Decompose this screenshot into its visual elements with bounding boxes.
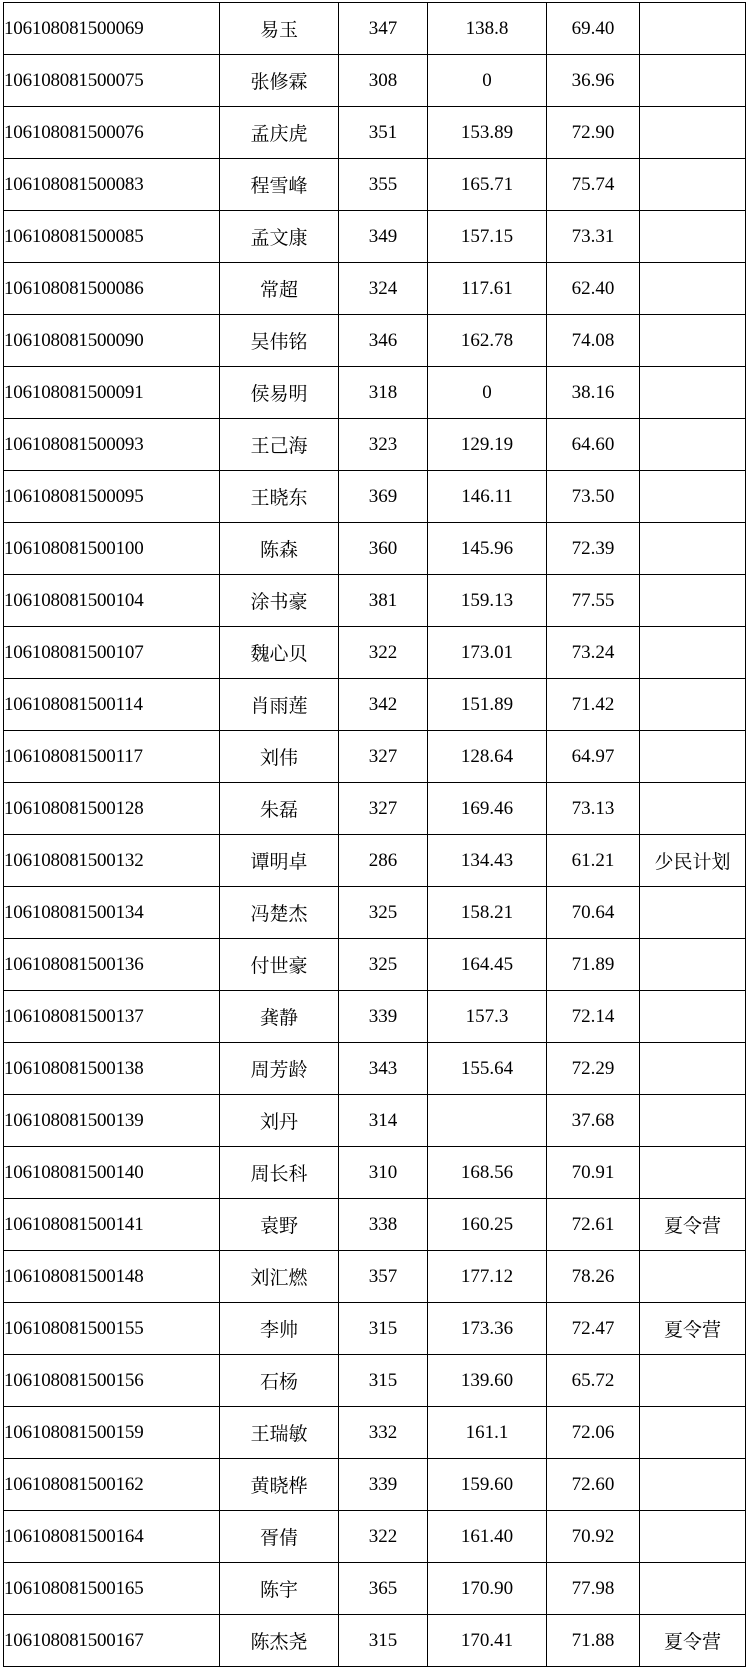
cell-exam-id: 106108081500138 <box>4 1043 220 1095</box>
cell-exam-id: 106108081500148 <box>4 1251 220 1303</box>
table-row <box>4 679 746 731</box>
cell-converted-score: 64.97 <box>547 731 640 783</box>
table-row <box>4 575 746 627</box>
cell-total-score: 365 <box>339 1563 428 1615</box>
cell-note <box>640 1511 746 1563</box>
cell-note <box>640 783 746 835</box>
table-row <box>4 55 746 107</box>
cell-name: 石杨 <box>220 1355 339 1407</box>
cell-converted-score: 72.61 <box>547 1199 640 1251</box>
table-row <box>4 887 746 939</box>
table-row <box>4 1251 746 1303</box>
cell-note <box>640 211 746 263</box>
cell-subject-score: 169.46 <box>428 783 547 835</box>
cell-exam-id: 106108081500162 <box>4 1459 220 1511</box>
cell-converted-score: 65.72 <box>547 1355 640 1407</box>
table-row <box>4 1563 746 1615</box>
cell-exam-id: 106108081500086 <box>4 263 220 315</box>
table-row <box>4 263 746 315</box>
cell-exam-id: 106108081500107 <box>4 627 220 679</box>
cell-note <box>640 1043 746 1095</box>
cell-converted-score: 71.42 <box>547 679 640 731</box>
cell-total-score: 314 <box>339 1095 428 1147</box>
cell-subject-score <box>428 1095 547 1147</box>
cell-total-score: 323 <box>339 419 428 471</box>
cell-note <box>640 731 746 783</box>
cell-name: 陈森 <box>220 523 339 575</box>
cell-subject-score: 168.56 <box>428 1147 547 1199</box>
table-row <box>4 1043 746 1095</box>
cell-total-score: 346 <box>339 315 428 367</box>
cell-name: 周长科 <box>220 1147 339 1199</box>
cell-note <box>640 1459 746 1511</box>
cell-exam-id: 106108081500167 <box>4 1615 220 1667</box>
cell-note <box>640 367 746 419</box>
cell-subject-score: 161.40 <box>428 1511 547 1563</box>
cell-total-score: 360 <box>339 523 428 575</box>
cell-exam-id: 106108081500069 <box>4 3 220 55</box>
cell-name: 侯易明 <box>220 367 339 419</box>
cell-subject-score: 145.96 <box>428 523 547 575</box>
cell-subject-score: 0 <box>428 55 547 107</box>
cell-note <box>640 3 746 55</box>
cell-subject-score: 173.36 <box>428 1303 547 1355</box>
cell-name: 王瑞敏 <box>220 1407 339 1459</box>
table-row <box>4 419 746 471</box>
cell-converted-score: 74.08 <box>547 315 640 367</box>
cell-converted-score: 70.92 <box>547 1511 640 1563</box>
cell-subject-score: 164.45 <box>428 939 547 991</box>
cell-name: 刘汇燃 <box>220 1251 339 1303</box>
cell-name: 龚静 <box>220 991 339 1043</box>
cell-note <box>640 1563 746 1615</box>
cell-subject-score: 146.11 <box>428 471 547 523</box>
cell-note <box>640 1095 746 1147</box>
cell-exam-id: 106108081500132 <box>4 835 220 887</box>
cell-subject-score: 139.60 <box>428 1355 547 1407</box>
cell-exam-id: 106108081500075 <box>4 55 220 107</box>
cell-subject-score: 138.8 <box>428 3 547 55</box>
cell-subject-score: 170.90 <box>428 1563 547 1615</box>
cell-converted-score: 72.60 <box>547 1459 640 1511</box>
cell-subject-score: 129.19 <box>428 419 547 471</box>
table-row <box>4 211 746 263</box>
cell-subject-score: 134.43 <box>428 835 547 887</box>
cell-converted-score: 73.13 <box>547 783 640 835</box>
cell-total-score: 339 <box>339 991 428 1043</box>
cell-converted-score: 72.39 <box>547 523 640 575</box>
cell-total-score: 318 <box>339 367 428 419</box>
cell-note <box>640 55 746 107</box>
cell-subject-score: 160.25 <box>428 1199 547 1251</box>
cell-name: 朱磊 <box>220 783 339 835</box>
cell-name: 吴伟铭 <box>220 315 339 367</box>
cell-subject-score: 173.01 <box>428 627 547 679</box>
cell-exam-id: 106108081500095 <box>4 471 220 523</box>
cell-note <box>640 107 746 159</box>
cell-exam-id: 106108081500139 <box>4 1095 220 1147</box>
cell-subject-score: 155.64 <box>428 1043 547 1095</box>
cell-exam-id: 106108081500085 <box>4 211 220 263</box>
cell-subject-score: 165.71 <box>428 159 547 211</box>
cell-subject-score: 128.64 <box>428 731 547 783</box>
cell-converted-score: 73.50 <box>547 471 640 523</box>
cell-converted-score: 36.96 <box>547 55 640 107</box>
table-row <box>4 1095 746 1147</box>
cell-exam-id: 106108081500137 <box>4 991 220 1043</box>
cell-converted-score: 62.40 <box>547 263 640 315</box>
cell-converted-score: 75.74 <box>547 159 640 211</box>
table-row <box>4 471 746 523</box>
cell-exam-id: 106108081500164 <box>4 1511 220 1563</box>
cell-note <box>640 887 746 939</box>
cell-converted-score: 70.91 <box>547 1147 640 1199</box>
table-row <box>4 1355 746 1407</box>
table-row <box>4 1407 746 1459</box>
cell-total-score: 381 <box>339 575 428 627</box>
cell-converted-score: 37.68 <box>547 1095 640 1147</box>
cell-note: 夏令营 <box>640 1615 746 1667</box>
table-row <box>4 627 746 679</box>
cell-note <box>640 523 746 575</box>
cell-subject-score: 158.21 <box>428 887 547 939</box>
table-row <box>4 783 746 835</box>
table-row <box>4 107 746 159</box>
cell-name: 易玉 <box>220 3 339 55</box>
cell-exam-id: 106108081500104 <box>4 575 220 627</box>
cell-exam-id: 106108081500114 <box>4 679 220 731</box>
cell-note <box>640 1147 746 1199</box>
cell-note <box>640 1355 746 1407</box>
cell-total-score: 325 <box>339 887 428 939</box>
cell-exam-id: 106108081500093 <box>4 419 220 471</box>
table-row <box>4 991 746 1043</box>
cell-name: 刘伟 <box>220 731 339 783</box>
score-table <box>3 2 746 1667</box>
cell-total-score: 308 <box>339 55 428 107</box>
cell-name: 胥倩 <box>220 1511 339 1563</box>
cell-total-score: 369 <box>339 471 428 523</box>
cell-total-score: 351 <box>339 107 428 159</box>
cell-subject-score: 161.1 <box>428 1407 547 1459</box>
cell-total-score: 327 <box>339 783 428 835</box>
cell-note: 夏令营 <box>640 1199 746 1251</box>
cell-note <box>640 471 746 523</box>
cell-subject-score: 157.3 <box>428 991 547 1043</box>
table-row <box>4 523 746 575</box>
cell-name: 王晓东 <box>220 471 339 523</box>
cell-converted-score: 77.55 <box>547 575 640 627</box>
cell-name: 王己海 <box>220 419 339 471</box>
cell-note <box>640 1407 746 1459</box>
cell-exam-id: 106108081500100 <box>4 523 220 575</box>
cell-note <box>640 1251 746 1303</box>
cell-name: 肖雨莲 <box>220 679 339 731</box>
cell-total-score: 347 <box>339 3 428 55</box>
cell-exam-id: 106108081500155 <box>4 1303 220 1355</box>
table-row <box>4 315 746 367</box>
cell-total-score: 322 <box>339 627 428 679</box>
cell-note <box>640 315 746 367</box>
cell-converted-score: 71.89 <box>547 939 640 991</box>
cell-total-score: 322 <box>339 1511 428 1563</box>
cell-name: 谭明卓 <box>220 835 339 887</box>
cell-exam-id: 106108081500136 <box>4 939 220 991</box>
cell-converted-score: 72.47 <box>547 1303 640 1355</box>
cell-converted-score: 72.90 <box>547 107 640 159</box>
cell-converted-score: 61.21 <box>547 835 640 887</box>
cell-name: 涂书豪 <box>220 575 339 627</box>
cell-converted-score: 71.88 <box>547 1615 640 1667</box>
cell-total-score: 324 <box>339 263 428 315</box>
cell-name: 孟庆虎 <box>220 107 339 159</box>
cell-name: 常超 <box>220 263 339 315</box>
cell-note: 少民计划 <box>640 835 746 887</box>
cell-exam-id: 106108081500091 <box>4 367 220 419</box>
cell-subject-score: 151.89 <box>428 679 547 731</box>
cell-note: 夏令营 <box>640 1303 746 1355</box>
cell-note <box>640 159 746 211</box>
table-row <box>4 1615 746 1667</box>
table-row <box>4 1459 746 1511</box>
cell-subject-score: 162.78 <box>428 315 547 367</box>
cell-name: 陈宇 <box>220 1563 339 1615</box>
cell-exam-id: 106108081500090 <box>4 315 220 367</box>
cell-subject-score: 159.13 <box>428 575 547 627</box>
cell-note <box>640 991 746 1043</box>
cell-total-score: 339 <box>339 1459 428 1511</box>
cell-converted-score: 38.16 <box>547 367 640 419</box>
cell-note <box>640 627 746 679</box>
cell-converted-score: 73.24 <box>547 627 640 679</box>
table-row <box>4 367 746 419</box>
cell-subject-score: 157.15 <box>428 211 547 263</box>
cell-exam-id: 106108081500140 <box>4 1147 220 1199</box>
cell-exam-id: 106108081500159 <box>4 1407 220 1459</box>
table-row <box>4 1147 746 1199</box>
cell-exam-id: 106108081500128 <box>4 783 220 835</box>
cell-converted-score: 72.06 <box>547 1407 640 1459</box>
cell-total-score: 327 <box>339 731 428 783</box>
cell-total-score: 357 <box>339 1251 428 1303</box>
cell-total-score: 315 <box>339 1303 428 1355</box>
cell-note <box>640 575 746 627</box>
score-table-body <box>4 3 746 1667</box>
cell-converted-score: 77.98 <box>547 1563 640 1615</box>
cell-converted-score: 72.14 <box>547 991 640 1043</box>
cell-note <box>640 679 746 731</box>
cell-total-score: 325 <box>339 939 428 991</box>
table-row <box>4 3 746 55</box>
table-row <box>4 1303 746 1355</box>
cell-exam-id: 106108081500156 <box>4 1355 220 1407</box>
cell-name: 刘丹 <box>220 1095 339 1147</box>
cell-name: 袁野 <box>220 1199 339 1251</box>
cell-name: 程雪峰 <box>220 159 339 211</box>
cell-name: 孟文康 <box>220 211 339 263</box>
cell-subject-score: 177.12 <box>428 1251 547 1303</box>
cell-converted-score: 64.60 <box>547 419 640 471</box>
table-row <box>4 939 746 991</box>
cell-total-score: 315 <box>339 1615 428 1667</box>
cell-total-score: 332 <box>339 1407 428 1459</box>
cell-exam-id: 106108081500117 <box>4 731 220 783</box>
table-row <box>4 731 746 783</box>
cell-name: 陈杰尧 <box>220 1615 339 1667</box>
cell-total-score: 342 <box>339 679 428 731</box>
cell-note <box>640 263 746 315</box>
cell-total-score: 338 <box>339 1199 428 1251</box>
document-page <box>0 2 746 1667</box>
cell-exam-id: 106108081500134 <box>4 887 220 939</box>
cell-subject-score: 170.41 <box>428 1615 547 1667</box>
table-row <box>4 159 746 211</box>
cell-exam-id: 106108081500083 <box>4 159 220 211</box>
cell-exam-id: 106108081500141 <box>4 1199 220 1251</box>
cell-converted-score: 73.31 <box>547 211 640 263</box>
cell-exam-id: 106108081500165 <box>4 1563 220 1615</box>
cell-name: 周芳龄 <box>220 1043 339 1095</box>
table-row <box>4 1199 746 1251</box>
cell-total-score: 286 <box>339 835 428 887</box>
cell-subject-score: 0 <box>428 367 547 419</box>
cell-name: 黄晓桦 <box>220 1459 339 1511</box>
cell-note <box>640 939 746 991</box>
cell-total-score: 343 <box>339 1043 428 1095</box>
cell-total-score: 310 <box>339 1147 428 1199</box>
cell-name: 冯楚杰 <box>220 887 339 939</box>
table-row <box>4 835 746 887</box>
cell-name: 付世豪 <box>220 939 339 991</box>
cell-note <box>640 419 746 471</box>
cell-name: 魏心贝 <box>220 627 339 679</box>
cell-converted-score: 78.26 <box>547 1251 640 1303</box>
cell-converted-score: 72.29 <box>547 1043 640 1095</box>
cell-converted-score: 69.40 <box>547 3 640 55</box>
cell-exam-id: 106108081500076 <box>4 107 220 159</box>
table-row <box>4 1511 746 1563</box>
cell-subject-score: 159.60 <box>428 1459 547 1511</box>
cell-subject-score: 117.61 <box>428 263 547 315</box>
cell-total-score: 315 <box>339 1355 428 1407</box>
cell-converted-score: 70.64 <box>547 887 640 939</box>
cell-total-score: 355 <box>339 159 428 211</box>
cell-subject-score: 153.89 <box>428 107 547 159</box>
cell-name: 张修霖 <box>220 55 339 107</box>
cell-total-score: 349 <box>339 211 428 263</box>
cell-name: 李帅 <box>220 1303 339 1355</box>
